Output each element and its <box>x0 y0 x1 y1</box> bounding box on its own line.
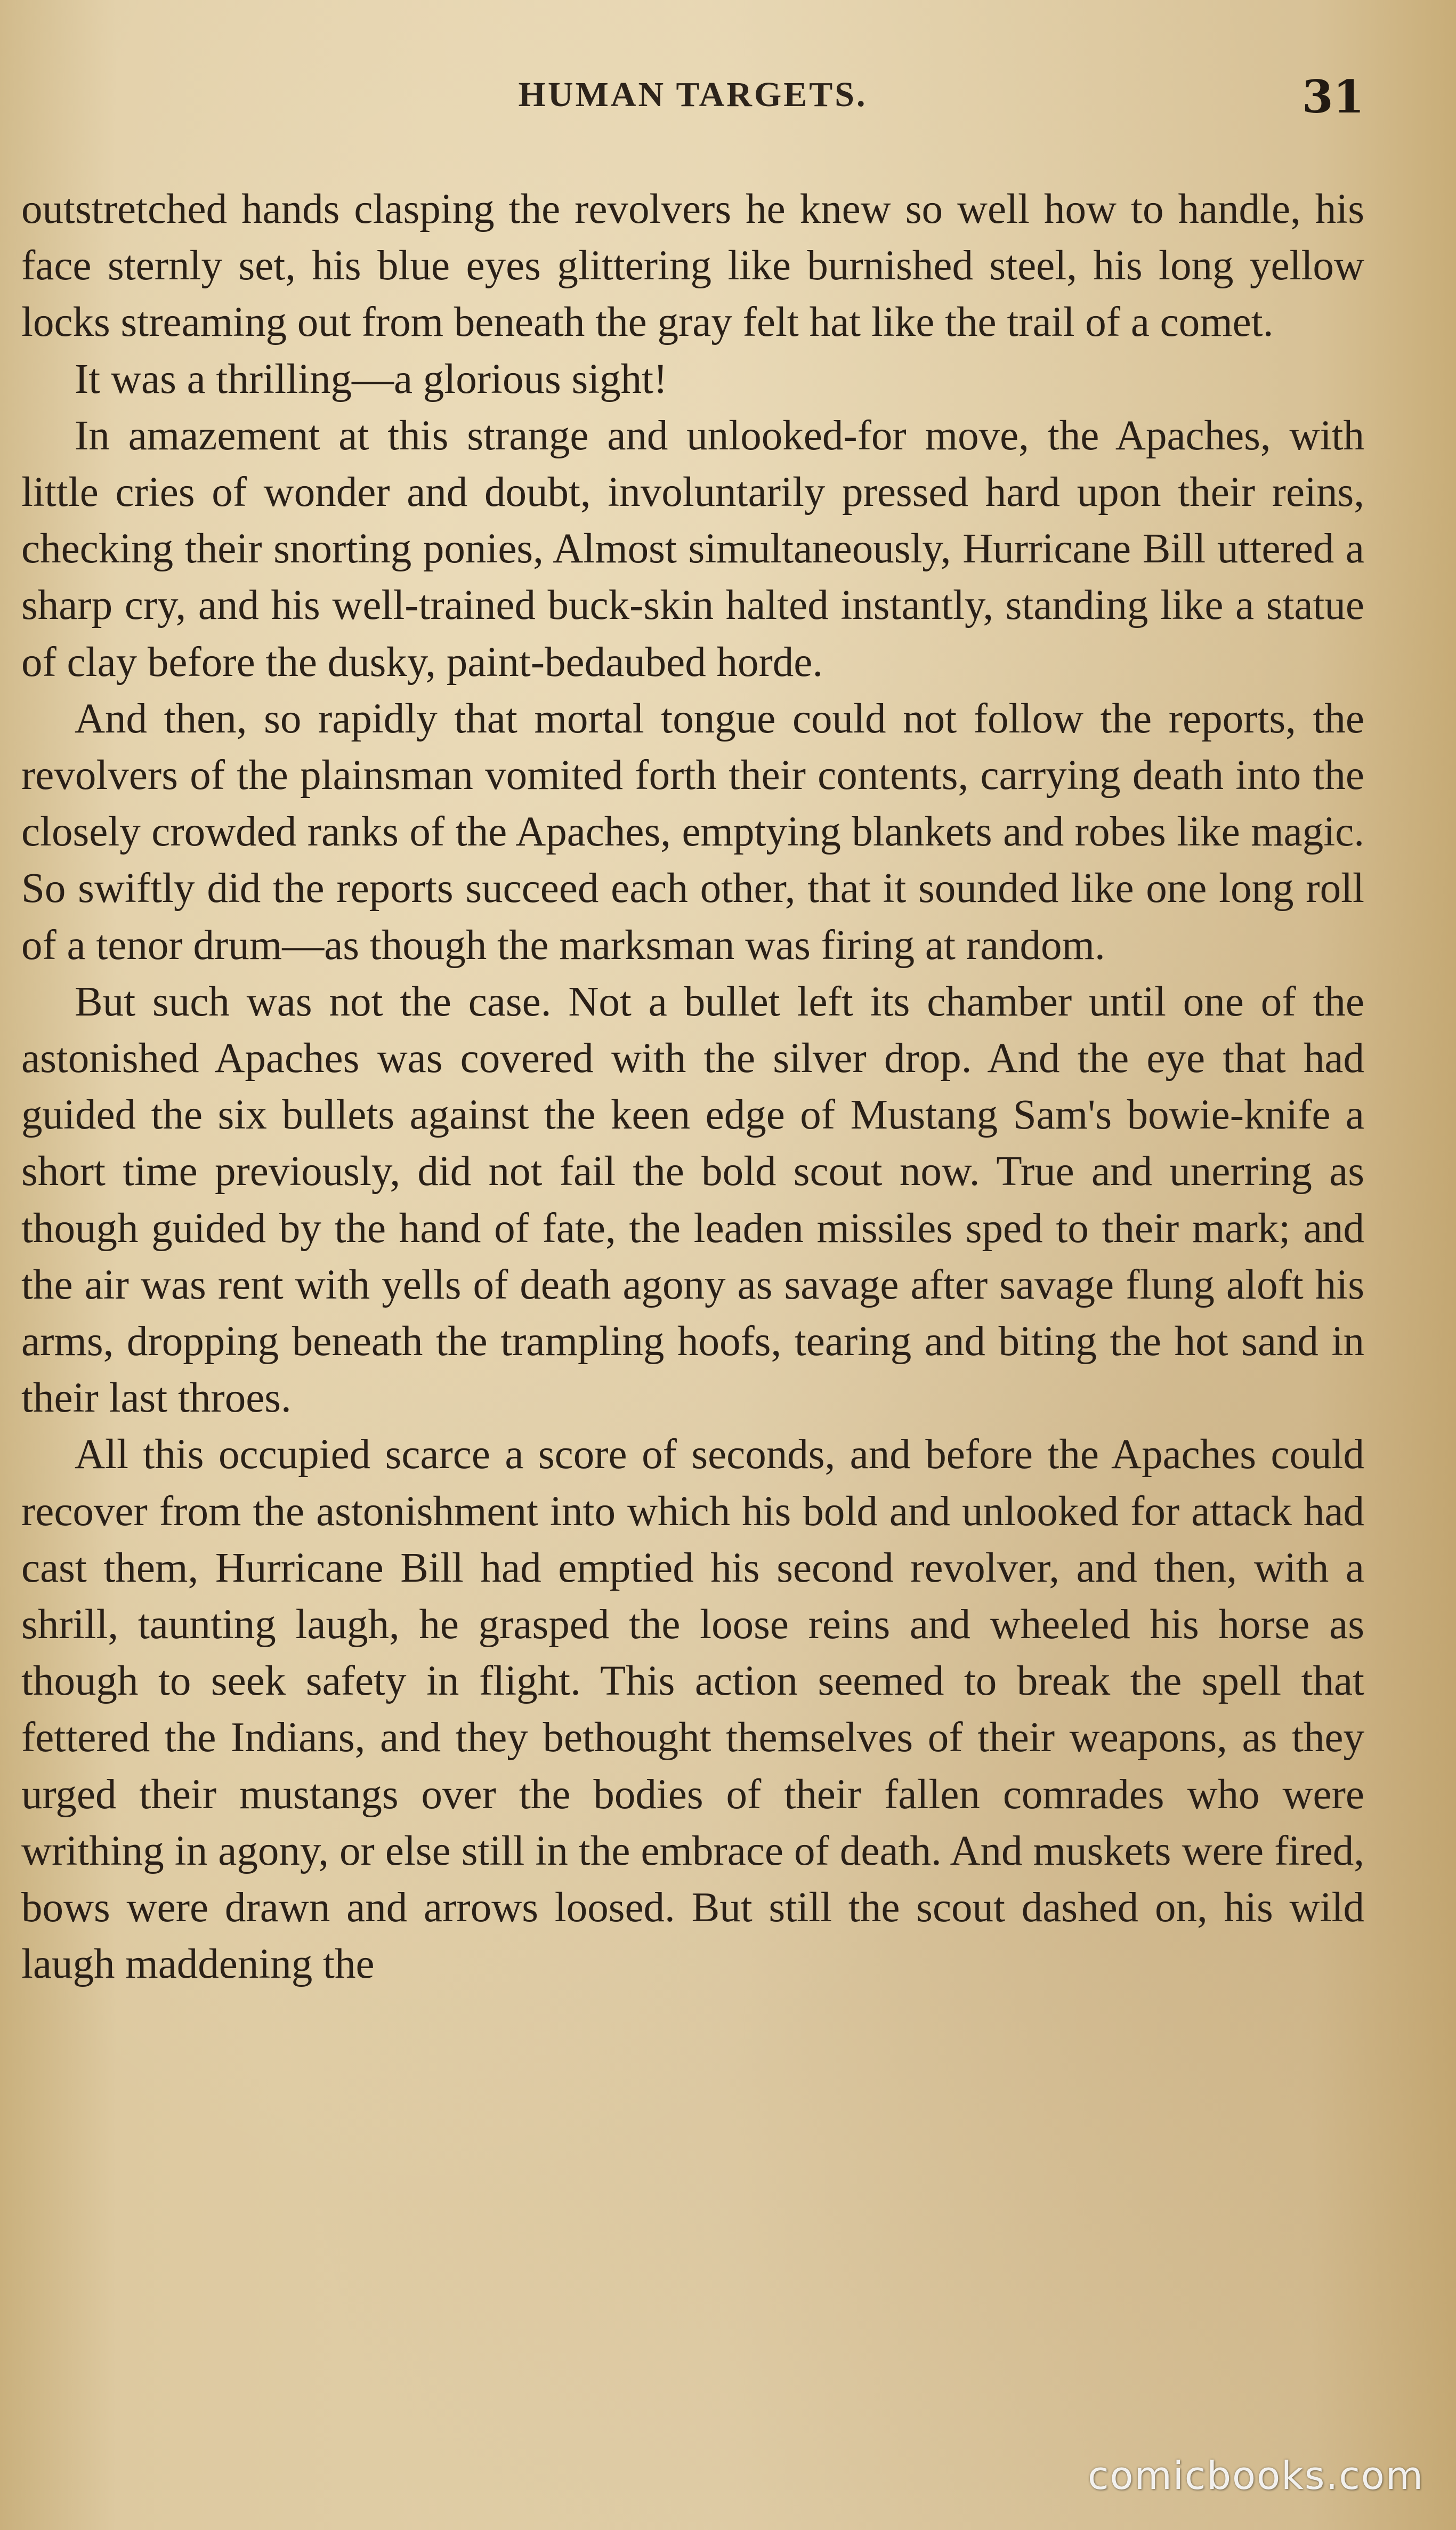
paragraph: outstretched hands clasping the revolvers he knew so well how to handle, his face sternly set, his blue eyes glittering like burnished steel, his long yellow locks streaming out from beneath the gray felt hat like the trail of a comet. <box>21 186 1364 346</box>
paragraph: And then, so rapidly that mortal tongue could not follow the reports, the revolvers of the plainsman vomited forth their contents, carrying death into the closely crowded ranks of the Apaches, emptying blankets and robes like magic. So swiftly did the reports succeed each other, that it sounded like one long roll of a tenor drum—as though the marksman was firing at random. <box>21 695 1364 969</box>
site-watermark: comicbooks.com <box>1087 2453 1424 2498</box>
running-head: HUMAN TARGETS. <box>518 75 868 114</box>
page-number: 31 <box>1302 70 1364 123</box>
body-text <box>21 181 1364 1993</box>
paragraph: It was a thrilling—a glorious sight! <box>75 356 668 402</box>
paragraph: But such was not the case. Not a bullet left its chamber until one of the astonished Apaches was covered with the silver drop. And the eye that had guided the six bullets against the keen edge of Mustang Sam's bowie-knife a short time previously, did not fail the bold scout now. True and unerring as though guided by the hand of fate, the leaden missiles sped to their mark; and the air was rent with yells of death agony as savage after savage flung aloft his arms, dropping beneath the trampling hoofs, tearing and biting the hot sand in their last throes. <box>21 978 1364 1422</box>
page-header <box>21 70 1364 133</box>
paragraph: In amazement at this strange and unlooked-for move, the Apaches, with little cries of wonder and doubt, involuntarily pressed hard upon their reins, checking their snorting ponies, Almost simultaneously, Hurricane Bill uttered a sharp cry, and his well-trained buck-skin halted instantly, standing like a statue of clay before the dusky, paint-bedaubed horde. <box>21 412 1364 686</box>
paragraph: All this occupied scarce a score of seconds, and before the Apaches could recover from the astonishment into which his bold and unlooked for attack had cast them, Hurricane Bill had emptied his second revolver, and then, with a shrill, taunting laugh, he grasped the loose reins and wheeled his horse as though to seek safety in flight. This action seemed to break the spell that fettered the Indians, and they bethought themselves of their weapons, as they urged their mustangs over the bodies of their fallen comrades who were writhing in agony, or else still in the embrace of death. And muskets were fired, bows were drawn and arrows loosed. But still the scout dashed on, his wild laugh maddening the <box>21 1431 1364 1988</box>
